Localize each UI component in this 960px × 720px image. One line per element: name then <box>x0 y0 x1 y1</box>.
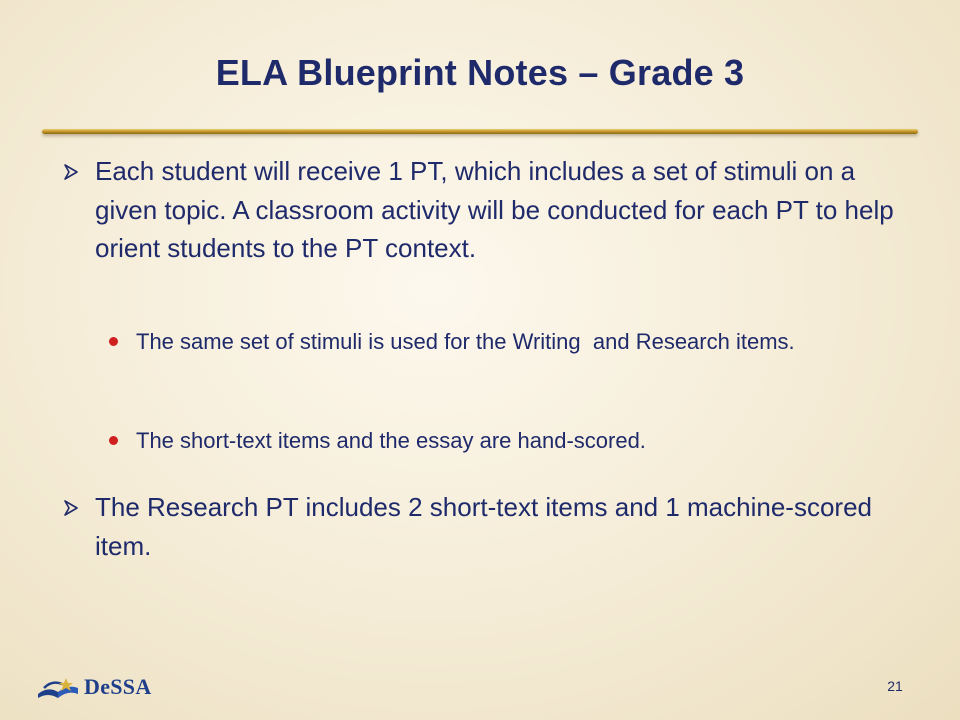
dot-bullet-icon <box>109 436 118 445</box>
bullet-item <box>95 488 895 565</box>
dot-bullet-icon <box>109 337 118 346</box>
sub-bullet-text: The same set of stimuli is used for the Writing and Research items. <box>136 329 795 354</box>
book-logo-icon <box>36 674 84 700</box>
slide-title: ELA Blueprint Notes – Grade 3 <box>215 52 745 93</box>
bullet-item <box>95 152 895 268</box>
dessa-logo <box>36 672 166 702</box>
bullet-text: The Research PT includes 2 short-text items and 1 machine-scored item. <box>95 492 872 561</box>
bullet-text: Each student will receive 1 PT, which includes a set of stimuli on a given topic. A classroom activity will be conducted for each PT to help orient students to the PT context. <box>95 156 894 263</box>
arrow-bullet-icon <box>62 163 80 181</box>
sub-bullet-item <box>136 424 876 457</box>
sub-bullet-item <box>136 325 876 358</box>
page-number: 21 <box>887 678 903 694</box>
arrow-bullet-icon <box>62 499 80 517</box>
logo-text: DeSSA <box>84 674 152 699</box>
sub-bullet-text: The short-text items and the essay are hand-scored. <box>136 428 646 453</box>
